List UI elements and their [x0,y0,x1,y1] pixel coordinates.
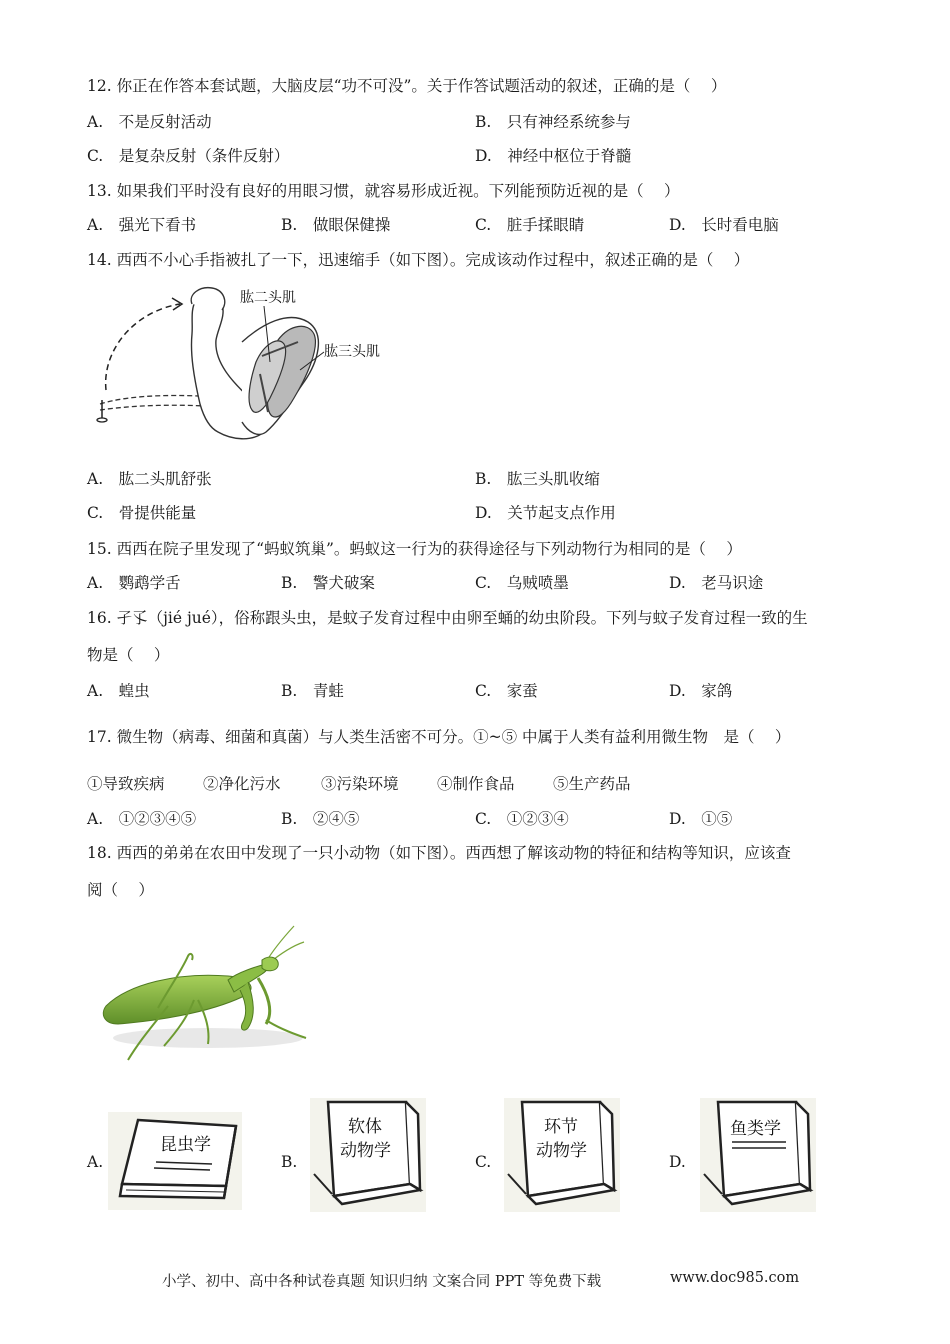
q12-stem: 12. 你正在作答本套试题，大脑皮层“功不可没”。关于作答试题活动的叙述，正确的是（ ） [87,77,727,95]
book-b-title-line2: 动物学 [340,1141,391,1161]
book-c-annelid-zoology [504,1098,620,1212]
q16-option-c: C. 家蚕 [475,682,538,700]
mantis-image [98,920,328,1070]
q18-option-a-letter: A. [87,1153,104,1171]
q17-item-4: ④制作食品 [437,775,515,793]
biceps-label: 肱二头肌 [240,290,296,306]
q13-option-a: A. 强光下看书 [87,216,197,234]
q17-option-d: D. ①⑤ [669,810,733,828]
book-c-title-line2: 动物学 [536,1141,587,1161]
q16-option-d: D. 家鸽 [669,682,733,700]
q15-option-a: A. 鹦鹉学舌 [87,574,181,592]
q14-option-d: D. 关节起支点作用 [475,504,616,522]
arm-muscle-figure [92,282,402,444]
q14-option-c: C. 骨提供能量 [87,504,197,522]
q17-option-b: B. ②④⑤ [281,810,360,828]
q17-option-c: C. ①②③④ [475,810,569,828]
q15-stem: 15. 西西在院子里发现了“蚂蚁筑巢”。蚂蚁这一行为的获得途径与下列动物行为相同的是（ ） [87,540,742,558]
book-a-title: 昆虫学 [160,1135,211,1155]
footer-site[interactable]: www.doc985.com [670,1270,800,1286]
q16-option-a: A. 蝗虫 [87,682,150,700]
q17-item-1: ①导致疾病 [87,775,165,793]
book-d-ichthyology [700,1098,816,1212]
q15-option-d: D. 老马识途 [669,574,764,592]
q12-option-a: A. 不是反射活动 [87,113,212,131]
q16-option-b: B. 青蛙 [281,682,344,700]
q15-option-c: C. 乌贼喷墨 [475,574,569,592]
triceps-label: 肱三头肌 [324,344,380,360]
q17-stem: 17. 微生物（病毒、细菌和真菌）与人类生活密不可分。①~⑤ 中属于人类有益利用微生物 是（ ） [87,728,791,746]
q12-option-c: C. 是复杂反射（条件反射） [87,147,290,165]
book-b-title-line1: 软体 [348,1117,382,1137]
q17-item-3: ③污染环境 [321,775,399,793]
q14-option-a: A. 肱二头肌舒张 [87,470,212,488]
q17-item-5: ⑤生产药品 [553,775,631,793]
q13-option-d: D. 长时看电脑 [669,216,779,234]
q12-option-d: D. 神经中枢位于脊髓 [475,147,632,165]
q18-stem-line1: 18. 西西的弟弟在农田中发现了一只小动物（如下图）。西西想了解该动物的特征和结构等知识，应该查 [87,844,791,862]
q12-option-b: B. 只有神经系统参与 [475,113,631,131]
q14-stem: 14. 西西不小心手指被扎了一下，迅速缩手（如下图）。完成该动作过程中，叙述正确的是（ ） [87,251,750,269]
q18-option-b-letter: B. [281,1153,298,1171]
q13-option-c: C. 脏手揉眼睛 [475,216,585,234]
q17-option-a: A. ①②③④⑤ [87,810,197,828]
footer-text: 小学、初中、高中各种试卷真题 知识归纳 文案合同 PPT 等免费下载 [162,1274,602,1290]
q16-stem-line1: 16. 孑孓（jié jué），俗称跟头虫，是蚊子发育过程中由卵至蛹的幼虫阶段。下列与蚊子发育过程一致的生 [87,609,808,627]
q16-stem-line2: 物是（ ） [87,646,170,664]
q18-option-d-letter: D. [669,1153,686,1171]
q18-stem-line2: 阅（ ） [87,881,154,899]
book-d-title: 鱼类学 [730,1119,781,1139]
q15-option-b: B. 警犬破案 [281,574,375,592]
q13-stem: 13. 如果我们平时没有良好的用眼习惯，就容易形成近视。下列能预防近视的是（ ） [87,182,680,200]
book-b-mollusc-zoology [310,1098,426,1212]
book-c-title-line1: 环节 [544,1117,578,1137]
book-a-entomology [108,1112,242,1210]
q17-item-2: ②净化污水 [203,775,281,793]
q18-option-c-letter: C. [475,1153,492,1171]
q13-option-b: B. 做眼保健操 [281,216,391,234]
q14-option-b: B. 肱三头肌收缩 [475,470,600,488]
